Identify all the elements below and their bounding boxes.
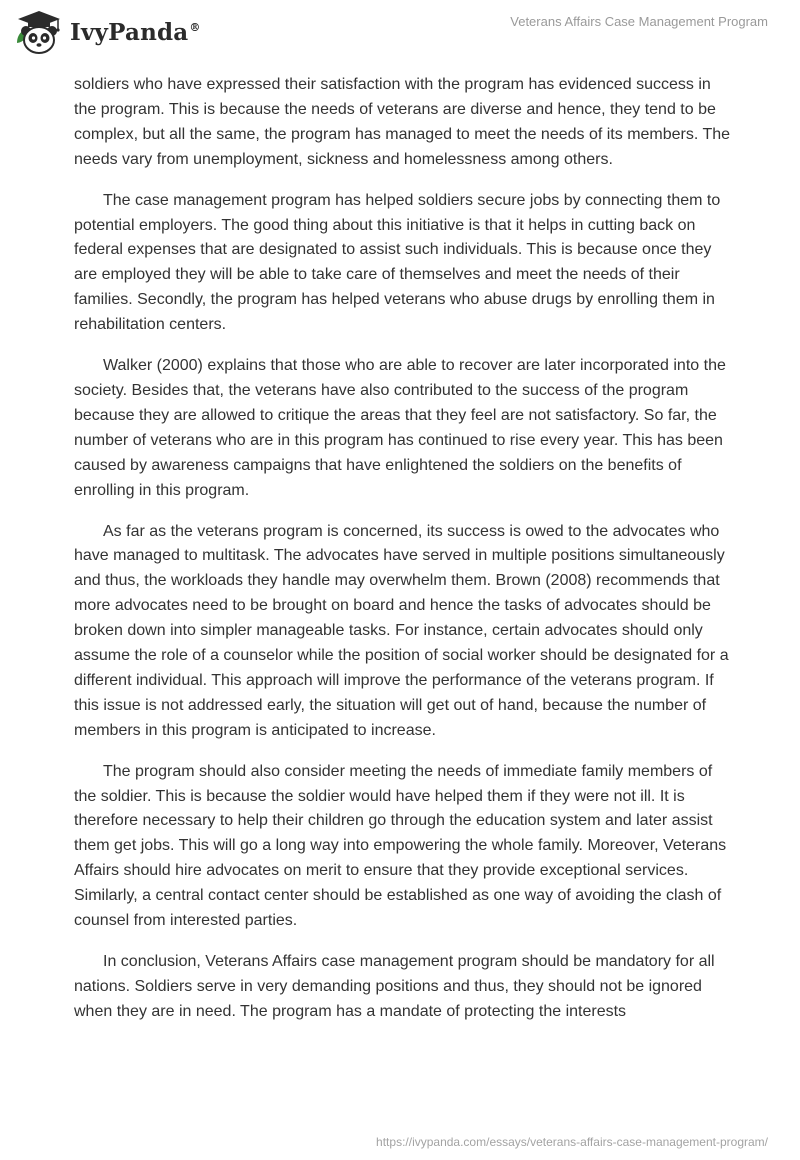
panda-logo-icon <box>14 9 64 55</box>
paragraph: soldiers who have expressed their satisfaction with the program has evidenced success in the program. This is because the needs of veterans are diverse and hence, they tend to be complex, but all the same, the program has managed to meet the needs of its members. The needs vary from unemployment, sickness and homelessness among others. <box>74 76 731 168</box>
brand-logo[interactable] <box>14 8 201 56</box>
paragraph: The case management program has helped soldiers secure jobs by connecting them to potential employers. The good thing about this initiative is that it helps in cutting back on federal expenses that are designated to assist such individuals. This is because once they are employed they will be able to take care of themselves and meet the needs of their families. Secondly, the program has helped veterans who abuse drugs by enrolling them in rehabilitation centers. <box>74 191 721 334</box>
paragraph: The program should also consider meeting the needs of immediate family members of the soldier. This is because the soldier would have helped them if they were not ill. It is therefore necessary to help their children go through the education system and later assist them get jobs. This will go a long way into empowering the whole family. Moreover, Veterans Affairs should hire advocates on merit to ensure that they provide exceptional services. Similarly, a central contact center should be established as one way of avoiding the clash of counsel from interested parties. <box>74 762 727 930</box>
paragraph: In conclusion, Veterans Affairs case management program should be mandatory for all nations. Soldiers serve in very demanding positions and thus, they should not be ignored when they are in need. The program has a mandate of protecting the interests <box>74 953 715 1020</box>
paragraph: Walker (2000) explains that those who are able to recover are later incorporated into the society. Besides that, the veterans have also contributed to the success of the program because they are allowed to critique the areas that they feel are not satisfactory. So far, the number of veterans who are in this program has continued to rise every year. This has been caused by awareness campaigns that have enlightened the soldiers on the benefits of enrolling in this program. <box>74 357 726 499</box>
source-url-link[interactable]: https://ivypanda.com/essays/veterans-affairs-case-management-program/ <box>376 1135 768 1149</box>
document-title: Veterans Affairs Case Management Program <box>510 14 768 29</box>
brand-name: IvyPanda® <box>70 18 201 46</box>
essay-body <box>74 73 734 1041</box>
registered-mark: ® <box>189 20 201 34</box>
paragraph: As far as the veterans program is concerned, its success is owed to the advocates who have managed to multitask. The advocates have served in multiple positions simultaneously and thus, the workloads they handle may overwhelm them. Brown (2008) recommends that more advocates need to be brought on board and hence the tasks of advocates should be broken down into simpler manageable tasks. For instance, certain advocates should only assume the role of a counselor while the position of social worker should be designated for a different individual. This approach will improve the performance of the veterans program. If this issue is not addressed early, the situation will get out of hand, because the number of members in this program is anticipated to increase. <box>74 522 729 739</box>
